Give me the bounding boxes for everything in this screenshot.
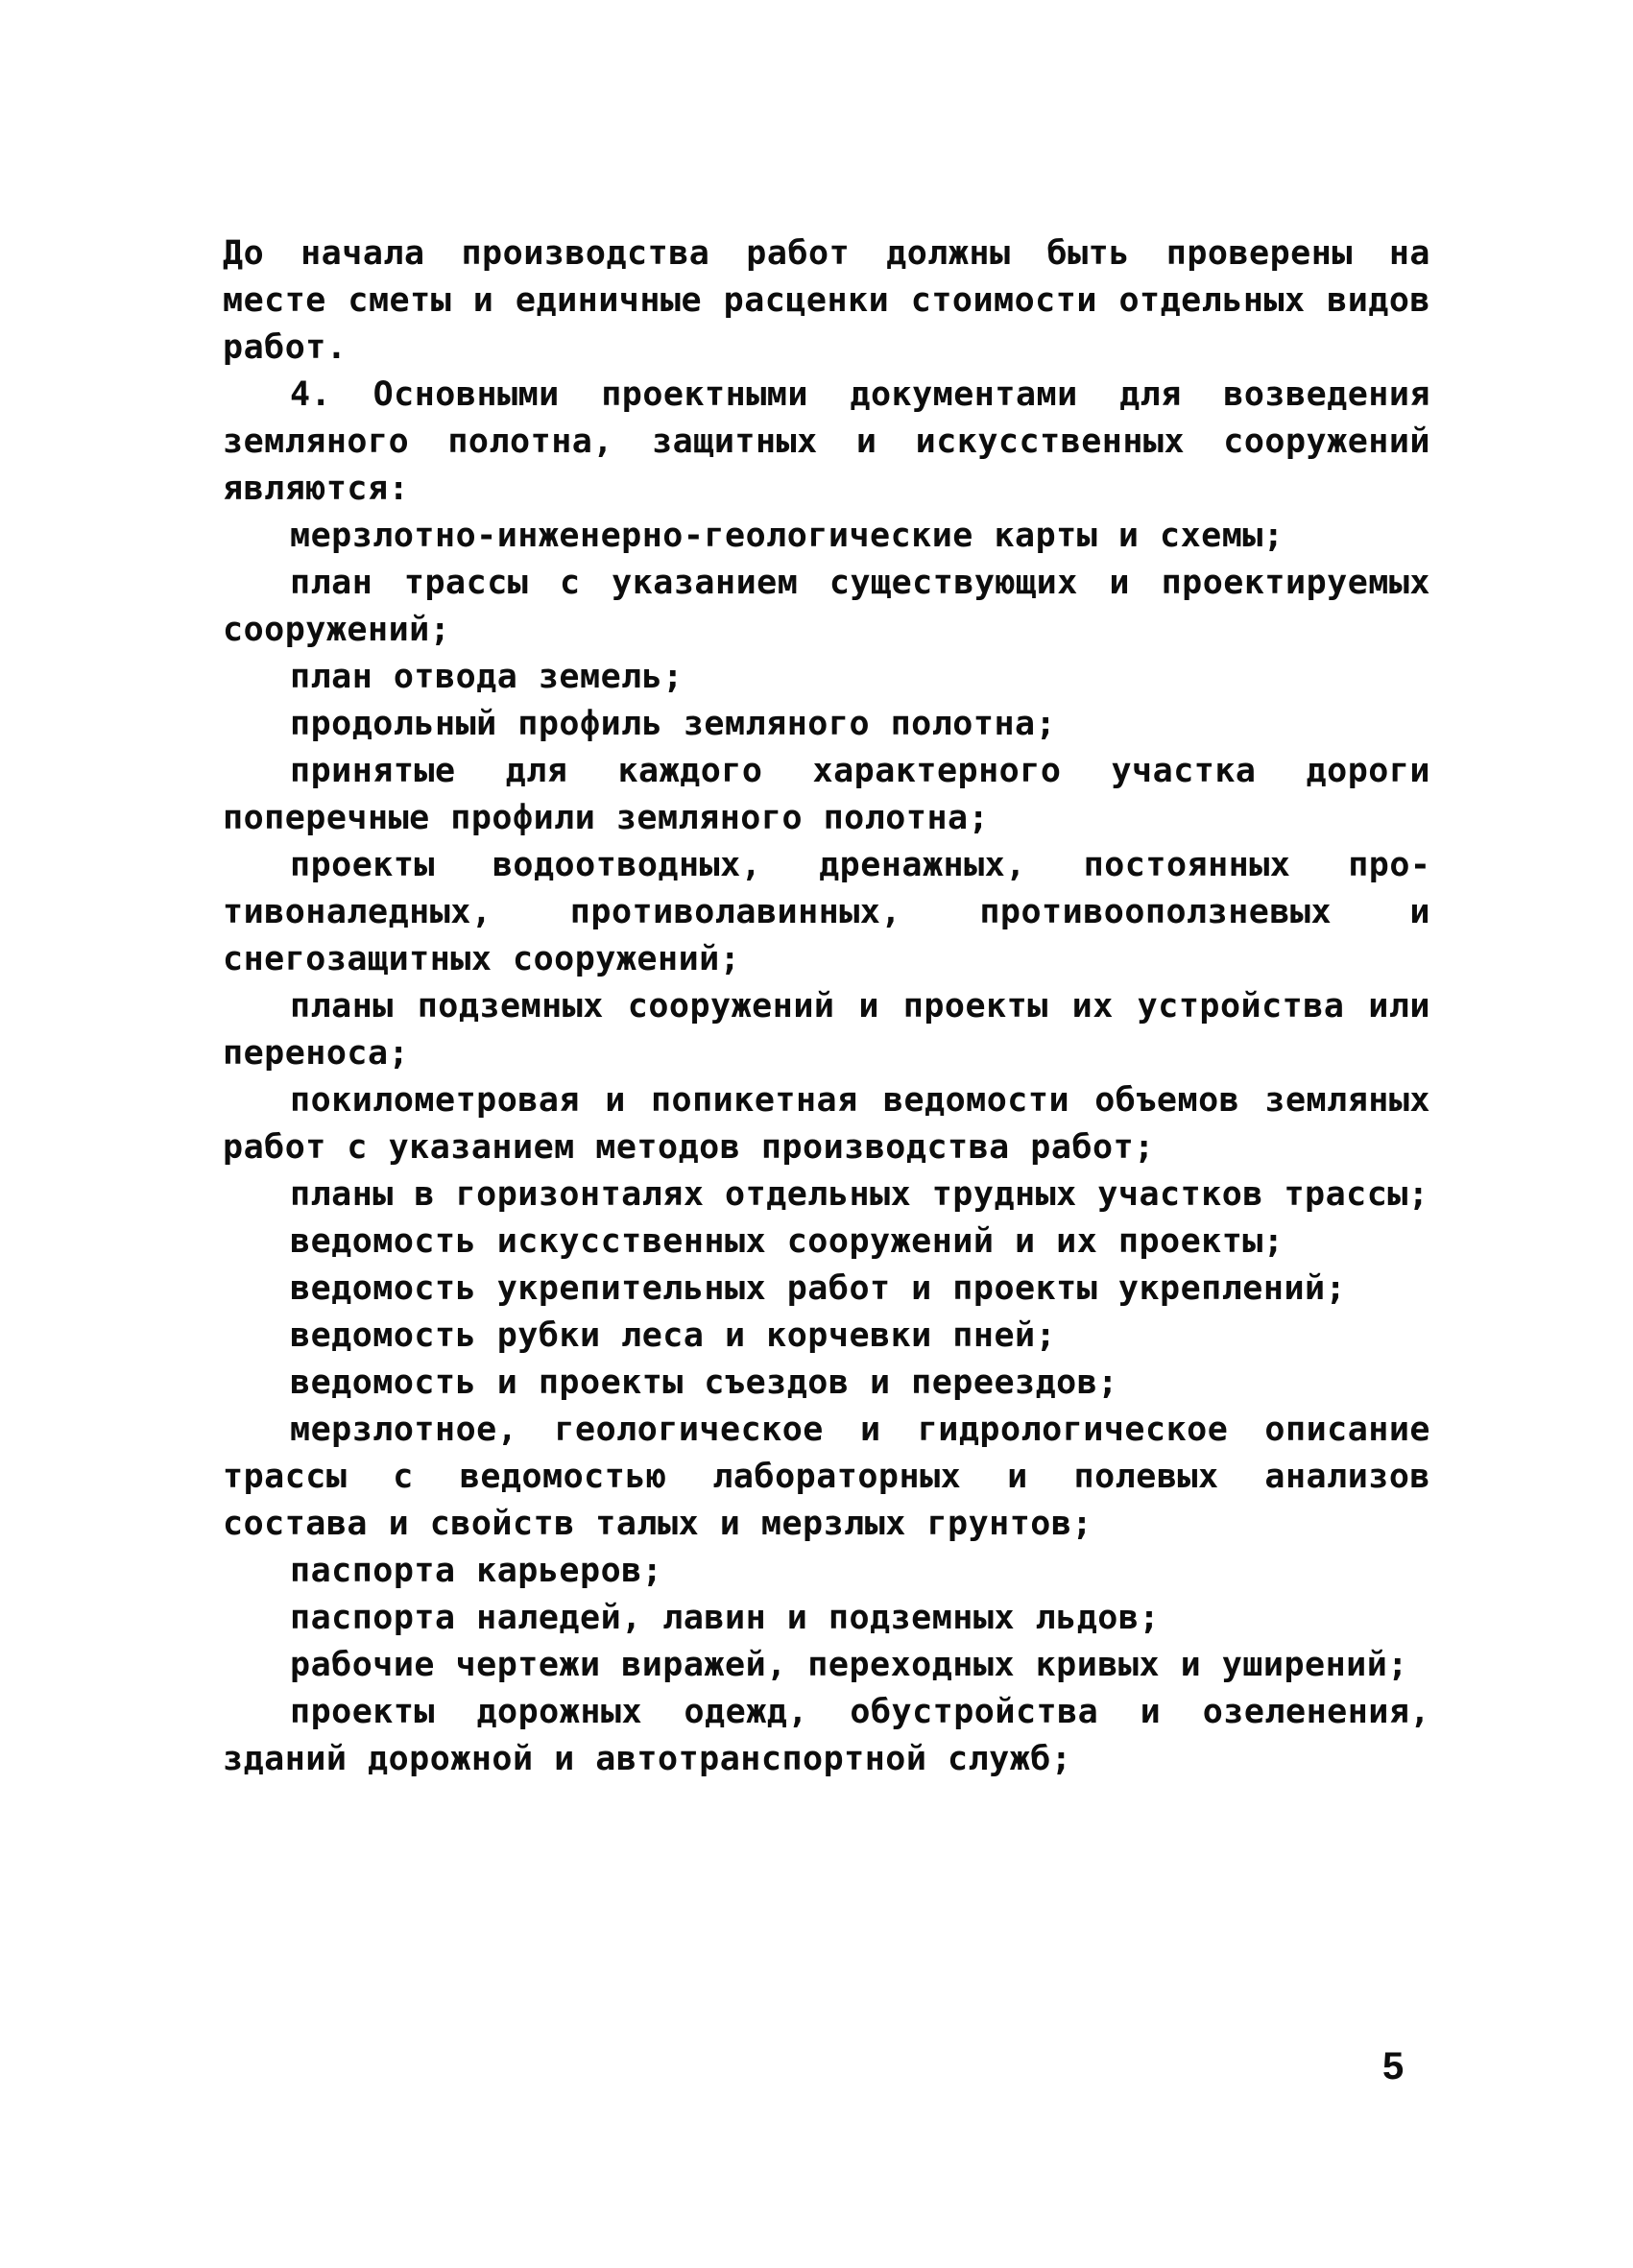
list-item: ведомость искусственных сооружений и их проекты; bbox=[290, 1222, 1285, 1261]
list-item: мерзлотное, геологическое и гидрологическое описание трассы с ведомостью лабораторных и полевых анализов состава и свойств талых и мерзлых грунтов; bbox=[223, 1411, 1430, 1543]
list-item: проекты водоотводных, дренажных, постоянных противоналедных, противолавинных, противооползневых и снегозащитных сооружений; bbox=[223, 846, 1430, 978]
list-item: ведомость рубки леса и корчевки пней; bbox=[290, 1316, 1057, 1355]
list-item: план трассы с указанием существующих и проектируемых сооружений; bbox=[223, 564, 1430, 649]
list-item: планы в горизонталях отдельных трудных участков трассы; bbox=[290, 1175, 1429, 1214]
list-item: паспорта карьеров; bbox=[290, 1552, 663, 1590]
list-item: рабочие чертежи виражей, переходных кривых и уширений; bbox=[290, 1646, 1408, 1684]
paragraph-1: До начала производства работ должны быть проверены на месте сметы и единичные расценки стоимости отдельных видов работ. bbox=[223, 234, 1430, 367]
list-item: мерзлотно-инженерно-геологические карты и схемы; bbox=[290, 517, 1285, 555]
list-item: ведомость и проекты съездов и переездов; bbox=[290, 1363, 1118, 1402]
document-body bbox=[223, 230, 1430, 1783]
list-item: продольный профиль земляного полотна; bbox=[290, 705, 1057, 743]
paragraph-2: 4. Основными проектными документами для возведения земляного полотна, защитных и искусственных сооружений являются: bbox=[223, 375, 1430, 508]
list-item: план отвода земель; bbox=[290, 658, 684, 696]
list-item: паспорта наледей, лавин и подземных льдов; bbox=[290, 1599, 1161, 1637]
list-item: покилометровая и попикетная ведомости объемов земляных работ с указанием методов производства работ; bbox=[223, 1081, 1430, 1167]
page-number: 5 bbox=[1382, 2045, 1405, 2087]
list-item: ведомость укрепительных работ и проекты укреплений; bbox=[290, 1269, 1347, 1308]
list-item: принятые для каждого характерного участка дороги поперечные профили земляного полотна; bbox=[223, 752, 1430, 837]
list-item: планы подземных сооружений и проекты их устройства или переноса; bbox=[223, 987, 1430, 1073]
list-item: проекты дорожных одежд, обустройства и озеленения, зданий дорожной и автотранспортной служб; bbox=[223, 1693, 1430, 1778]
